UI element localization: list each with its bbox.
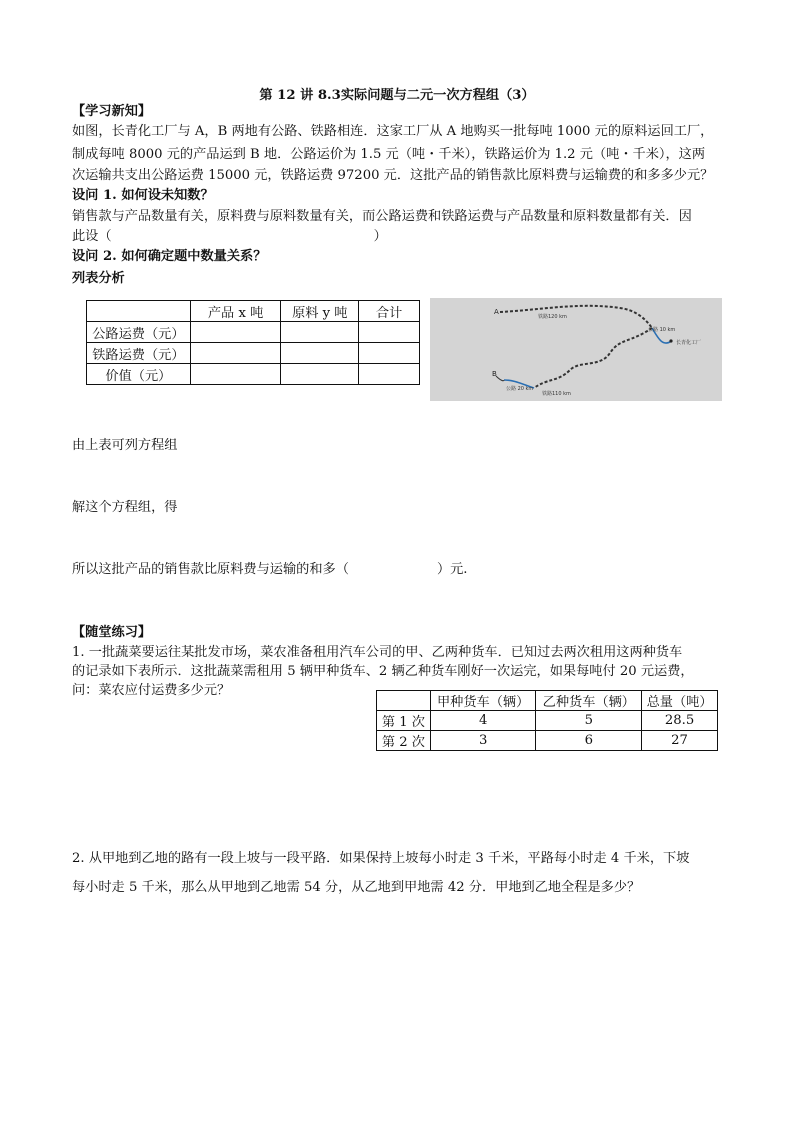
table-row [87,322,420,343]
table-header-cell: 合计 [359,301,420,322]
table-header-cell [87,301,191,322]
map-label-rail-top: 铁路120 km [538,314,567,320]
table-header-row [377,691,718,711]
question-1-line-1: 销售款与产品数量有关，原料费与原料数量有关，而公路运费和铁路运费与产品数量和原料数量都有关．因 [72,209,692,224]
table-cell[interactable] [359,364,420,385]
analysis-table [86,300,420,385]
section-practice: 【随堂练习】 [72,625,152,640]
factory-marker [669,339,672,342]
solve-prompt: 解这个方程组，得 [72,500,178,515]
table-header-row [87,301,420,322]
table-cell: 3 [430,731,536,751]
row-label: 铁路运费（元） [87,343,191,364]
intro-line-3: 次运输共支出公路运费 15000 元，铁路运费 97200 元．这批产品的销售款比原料费与运输费的和多多少元？ [72,168,714,183]
conclusion-line [72,561,468,578]
map-label-road-left: 公路 20 km [506,386,534,392]
table-analysis-label: 列表分析 [72,271,125,286]
table-cell: 5 [536,711,642,731]
table-header-cell [377,691,431,711]
exercise-1-line-3: 问：菜农应付运费多少元？ [72,683,231,698]
exercise-2-line-2: 每小时走 5 千米，那么从甲地到乙地需 54 分，从乙地到甲地需 42 分．甲地到乙地全程是多少？ [72,880,641,895]
question-2-label: 设问 2. 如何确定题中数量关系？ [72,249,267,264]
table-cell[interactable] [190,364,281,385]
route-map [430,298,722,401]
equations-prompt: 由上表可列方程组 [72,438,178,453]
truck-record-table [376,690,718,751]
table-cell: 4 [430,711,536,731]
route-map-drawing [430,298,722,401]
map-label-a: A [494,308,499,316]
intro-line-1: 如图，长青化工厂与 A，B 两地有公路、铁路相连．这家工厂从 A 地购买一批每吨 1000 元的原料运回工厂， [72,124,714,139]
assume-open: 此设（ [72,229,112,244]
table-row [87,364,420,385]
row-label: 公路运费（元） [87,322,191,343]
table-cell[interactable] [281,343,359,364]
intro-line-2: 制成每吨 8000 元的产品运到 B 地．公路运价为 1.5 元（吨・千米），铁路运价为 1.2 元（吨・千米），这两 [72,147,706,162]
table-cell[interactable] [190,322,281,343]
table-cell[interactable] [281,364,359,385]
assume-close: ） [373,229,387,244]
table-cell[interactable] [359,343,420,364]
page-title: 第 12 讲 8.3实际问题与二元一次方程组（3） [259,88,535,103]
table-header-cell: 产品 x 吨 [190,301,281,322]
row-label: 价值（元） [87,364,191,385]
table-row [377,731,718,751]
table-cell[interactable] [190,343,281,364]
map-label-rail-bottom: 铁路110 km [542,391,571,397]
conclusion-start: 所以这批产品的销售款比原料费与运输的和多（ [72,562,349,577]
map-label-b: B [492,370,497,378]
table-cell: 27 [642,731,718,751]
table-header-cell: 原料 y 吨 [281,301,359,322]
table-header-cell: 甲种货车（辆） [430,691,536,711]
map-label-factory: 长青化工厂 [676,340,702,346]
table-cell[interactable] [281,322,359,343]
row-label: 第 1 次 [377,711,431,731]
question-1-label: 设问 1. 如何设未知数？ [72,188,214,203]
exercise-1-line-1: 1. 一批蔬菜要运往某批发市场，菜农准备租用汽车公司的甲、乙两种货车．已知过去两次租用这两种货车 [72,645,683,660]
section-learn: 【学习新知】 [72,104,152,119]
conclusion-end: ）元. [436,562,468,577]
map-label-road-right: 公路 10 km [648,327,676,333]
exercise-1-line-2: 的记录如下表所示．这批蔬菜需租用 5 辆甲种货车、2 辆乙种货车刚好一次运完，如果每吨付 20 元运费， [72,664,694,679]
table-cell: 28.5 [642,711,718,731]
table-header-cell: 总量（吨） [642,691,718,711]
question-1-line-2 [72,228,387,245]
table-row [87,343,420,364]
exercise-2-line-1: 2. 从甲地到乙地的路有一段上坡与一段平路．如果保持上坡每小时走 3 千米，平路每小时走 4 千米，下坡 [72,851,690,866]
table-row [377,711,718,731]
table-header-cell: 乙种货车（辆） [536,691,642,711]
table-cell: 6 [536,731,642,751]
table-cell[interactable] [359,322,420,343]
row-label: 第 2 次 [377,731,431,751]
